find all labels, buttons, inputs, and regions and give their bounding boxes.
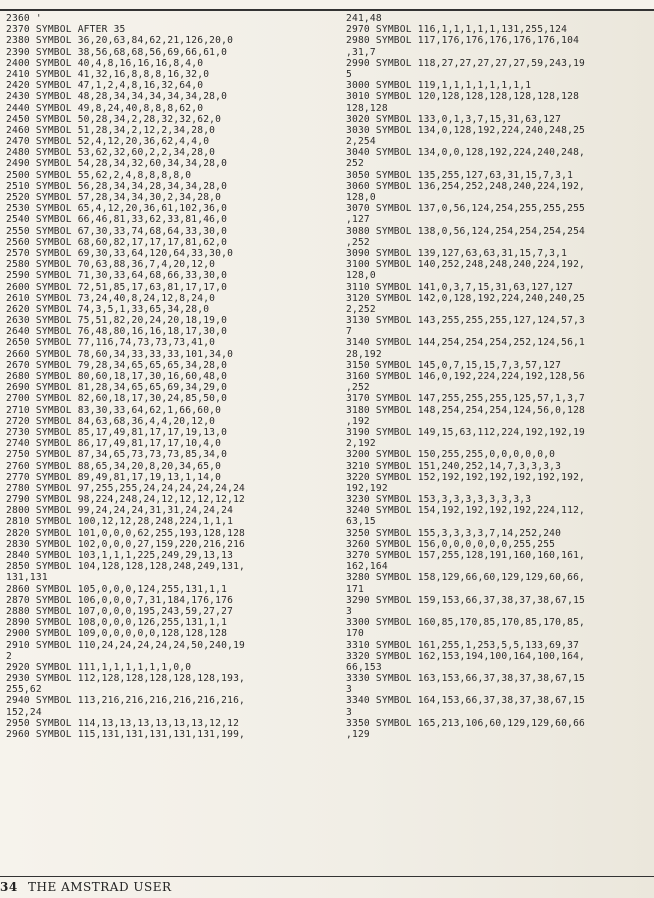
code-line: 2600 SYMBOL 72,51,85,17,63,81,17,17,0 [6, 281, 228, 293]
code-line: 2610 SYMBOL 73,24,40,8,24,12,8,24,0 [6, 292, 216, 304]
code-line: 2940 SYMBOL 113,216,216,216,216,216,216, [6, 695, 246, 707]
code-line: 2800 SYMBOL 99,24,24,24,31,31,24,24,24 [6, 505, 234, 517]
code-line: 2900 SYMBOL 109,0,0,0,0,0,128,128,128 [6, 628, 228, 640]
code-line: 2690 SYMBOL 81,28,34,65,65,69,34,29,0 [6, 382, 228, 394]
code-line: 3180 SYMBOL 148,254,254,254,124,56,0,128 [346, 404, 586, 416]
code-line: 2590 SYMBOL 71,30,33,64,68,66,33,30,0 [6, 270, 228, 282]
code-line: 2960 SYMBOL 115,131,131,131,131,131,199, [6, 729, 246, 740]
code-line: 2390 SYMBOL 38,56,68,68,56,69,66,61,0 [6, 46, 228, 58]
code-line: 2410 SYMBOL 41,32,16,8,8,8,16,32,0 [6, 68, 210, 80]
code-line: 2910 SYMBOL 110,24,24,24,24,24,50,240,19 [6, 639, 246, 651]
code-line: 3330 SYMBOL 163,153,66,37,38,37,38,67,15 [346, 673, 586, 685]
code-line: 2450 SYMBOL 50,28,34,2,28,32,32,62,0 [6, 113, 222, 125]
code-line: 2630 SYMBOL 75,51,82,20,24,20,18,19,0 [6, 315, 228, 327]
code-line: 2860 SYMBOL 105,0,0,0,124,255,131,1,1 [6, 583, 228, 595]
code-line: 3070 SYMBOL 137,0,56,124,254,255,255,255 [346, 203, 586, 215]
code-line: 2580 SYMBOL 70,63,88,36,7,4,20,12,0 [6, 259, 216, 271]
code-line: 5 [346, 68, 352, 80]
code-line: 2480 SYMBOL 53,62,32,60,2,2,34,28,0 [6, 147, 216, 159]
code-line: 131,131 [6, 572, 48, 584]
code-line: 2970 SYMBOL 116,1,1,1,1,1,131,255,124 [346, 24, 568, 36]
listing-column-left [6, 13, 334, 740]
code-line: ,129 [346, 729, 370, 740]
code-line: 3350 SYMBOL 165,213,106,60,129,129,60,66 [346, 717, 586, 729]
code-line: 2490 SYMBOL 54,28,34,32,60,34,34,28,0 [6, 158, 228, 170]
code-line: 2620 SYMBOL 74,3,5,1,33,65,34,28,0 [6, 303, 210, 315]
code-line: 2400 SYMBOL 40,4,8,16,16,16,8,4,0 [6, 57, 204, 69]
code-line: 2440 SYMBOL 49,8,24,40,8,8,8,62,0 [6, 102, 204, 114]
code-line: 3200 SYMBOL 150,255,255,0,0,0,0,0,0 [346, 449, 556, 461]
code-line: 3 [346, 684, 352, 696]
top-rule [0, 0, 654, 11]
code-line: 2380 SYMBOL 36,20,63,84,62,21,126,20,0 [6, 35, 234, 47]
code-line: 3 [346, 706, 352, 718]
code-line: 3340 SYMBOL 164,153,66,37,38,37,38,67,15 [346, 695, 586, 707]
code-line: 3030 SYMBOL 134,0,128,192,224,240,248,25 [346, 124, 586, 136]
code-line: ,192 [346, 415, 370, 427]
code-line: 3010 SYMBOL 120,128,128,128,128,128,128 [346, 91, 580, 103]
code-line: 2990 SYMBOL 118,27,27,27,27,27,59,243,19 [346, 57, 586, 69]
code-line: 2730 SYMBOL 85,17,49,81,17,17,19,13,0 [6, 426, 228, 438]
code-line: 3020 SYMBOL 133,0,1,3,7,15,31,63,127 [346, 113, 562, 125]
code-line: 63,15 [346, 516, 376, 528]
code-line: 7 [346, 326, 352, 338]
code-line: 3140 SYMBOL 144,254,254,254,252,124,56,1 [346, 337, 586, 349]
code-line: 2980 SYMBOL 117,176,176,176,176,176,104 [346, 35, 580, 47]
code-line: 192,192 [346, 482, 388, 494]
code-line: 2650 SYMBOL 77,116,74,73,73,73,41,0 [6, 337, 216, 349]
code-line: 2640 SYMBOL 76,48,80,16,16,18,17,30,0 [6, 326, 228, 338]
code-line: 3270 SYMBOL 157,255,128,191,160,160,161, [346, 550, 586, 561]
code-line: 2770 SYMBOL 89,49,81,17,19,13,1,14,0 [6, 471, 222, 483]
code-line: 2700 SYMBOL 82,60,18,17,30,24,85,50,0 [6, 393, 228, 405]
code-line: 2540 SYMBOL 66,46,81,33,62,33,81,46,0 [6, 214, 228, 226]
code-line: 3310 SYMBOL 161,255,1,253,5,5,133,69,37 [346, 639, 580, 651]
page-footer [0, 880, 172, 894]
code-line: 2870 SYMBOL 106,0,0,0,7,31,184,176,176 [6, 594, 234, 606]
footer-rule [0, 876, 654, 877]
code-line: 2710 SYMBOL 83,30,33,64,62,1,66,60,0 [6, 404, 222, 416]
code-line: 241,48 [346, 13, 382, 24]
code-line: 2850 SYMBOL 104,128,128,128,248,249,131, [6, 561, 246, 573]
code-line: ,252 [346, 382, 370, 394]
code-line: 2360 ' [6, 13, 42, 24]
code-line: 2810 SYMBOL 100,12,12,28,248,224,1,1,1 [6, 516, 234, 528]
code-line: 2510 SYMBOL 56,28,34,34,28,34,34,28,0 [6, 180, 228, 192]
code-line: 2560 SYMBOL 68,60,82,17,17,17,81,62,0 [6, 236, 228, 248]
code-line: 2840 SYMBOL 103,1,1,1,225,249,29,13,13 [6, 550, 234, 561]
code-line: 3060 SYMBOL 136,254,252,248,240,224,192, [346, 180, 586, 192]
code-line: 2920 SYMBOL 111,1,1,1,1,1,1,0,0 [6, 661, 192, 673]
code-line: 170 [346, 628, 364, 640]
code-line: 2890 SYMBOL 108,0,0,0,126,255,131,1,1 [6, 617, 228, 629]
code-line: 252 [346, 158, 364, 170]
code-line: 2,254 [346, 136, 376, 148]
code-line: 2420 SYMBOL 47,1,2,4,8,16,32,64,0 [6, 80, 204, 92]
code-line: 3240 SYMBOL 154,192,192,192,192,224,112, [346, 505, 586, 517]
code-line: ,252 [346, 236, 370, 248]
code-line: 3040 SYMBOL 134,0,0,128,192,224,240,248, [346, 147, 586, 159]
code-line: 2430 SYMBOL 48,28,34,34,34,34,34,28,0 [6, 91, 228, 103]
code-line: 3320 SYMBOL 162,153,194,100,164,100,164, [346, 650, 586, 662]
code-line: 2550 SYMBOL 67,30,33,74,68,64,33,30,0 [6, 225, 228, 237]
code-line: 2790 SYMBOL 98,224,248,24,12,12,12,12,12 [6, 494, 246, 506]
code-line: 2740 SYMBOL 86,17,49,81,17,17,10,4,0 [6, 438, 222, 450]
code-line: 2660 SYMBOL 78,60,34,33,33,33,101,34,0 [6, 348, 234, 360]
listing-column-right [346, 13, 652, 740]
page-number: 34 [0, 880, 18, 894]
code-line: 2520 SYMBOL 57,28,34,34,30,2,34,28,0 [6, 192, 222, 203]
code-line: 3210 SYMBOL 151,240,252,14,7,3,3,3,3 [346, 460, 562, 472]
code-line: 255,62 [6, 684, 42, 696]
code-line: 3160 SYMBOL 146,0,192,224,224,192,128,56 [346, 371, 586, 382]
code-line: 2950 SYMBOL 114,13,13,13,13,13,13,12,12 [6, 717, 240, 729]
code-line: 2780 SYMBOL 97,255,255,24,24,24,24,24,24 [6, 482, 246, 494]
code-line: 3050 SYMBOL 135,255,127,63,31,15,7,3,1 [346, 169, 574, 181]
code-line: 2500 SYMBOL 55,62,2,4,8,8,8,8,0 [6, 169, 192, 181]
code-line: 2,192 [346, 438, 376, 450]
code-line: 66,153 [346, 661, 382, 673]
code-line: 2460 SYMBOL 51,28,34,2,12,2,34,28,0 [6, 124, 216, 136]
code-line: 3260 SYMBOL 156,0,0,0,0,0,0,255,255 [346, 538, 556, 550]
code-line: 2470 SYMBOL 52,4,12,20,36,62,4,4,0 [6, 136, 210, 148]
code-line: 3290 SYMBOL 159,153,66,37,38,37,38,67,15 [346, 594, 586, 606]
code-line: 28,192 [346, 348, 382, 360]
code-line: 152,24 [6, 706, 42, 718]
code-line: 2670 SYMBOL 79,28,34,65,65,65,34,28,0 [6, 359, 228, 371]
code-line: 3110 SYMBOL 141,0,3,7,15,31,63,127,127 [346, 281, 574, 293]
code-line: 3000 SYMBOL 119,1,1,1,1,1,1,1,1 [346, 80, 532, 92]
code-line: 3280 SYMBOL 158,129,66,60,129,129,60,66, [346, 572, 586, 584]
code-line: 2830 SYMBOL 102,0,0,0,27,159,220,216,216 [6, 538, 246, 550]
code-line: 3080 SYMBOL 138,0,56,124,254,254,254,254 [346, 225, 586, 237]
code-line: 2760 SYMBOL 88,65,34,20,8,20,34,65,0 [6, 460, 222, 472]
code-line: ,127 [346, 214, 370, 226]
code-line: 3250 SYMBOL 155,3,3,3,3,7,14,252,240 [346, 527, 562, 539]
code-line: 3170 SYMBOL 147,255,255,255,125,57,1,3,7 [346, 393, 586, 405]
magazine-title: THE AMSTRAD USER [28, 880, 172, 894]
code-line: 2930 SYMBOL 112,128,128,128,128,128,193, [6, 673, 246, 685]
code-line: 2750 SYMBOL 87,34,65,73,73,73,85,34,0 [6, 449, 228, 461]
code-line: 128,128 [346, 102, 388, 114]
code-line: 3130 SYMBOL 143,255,255,255,127,124,57,3 [346, 315, 586, 327]
code-line: 3190 SYMBOL 149,15,63,112,224,192,192,19 [346, 426, 586, 438]
code-line: 3120 SYMBOL 142,0,128,192,224,240,240,25 [346, 292, 586, 304]
code-line: ,31,7 [346, 46, 376, 58]
code-line: 171 [346, 583, 364, 595]
code-line: 2570 SYMBOL 69,30,33,64,120,64,33,30,0 [6, 247, 234, 259]
code-line: 3300 SYMBOL 160,85,170,85,170,85,170,85, [346, 617, 586, 629]
code-line: 3220 SYMBOL 152,192,192,192,192,192,192, [346, 471, 586, 483]
code-line: 2680 SYMBOL 80,60,18,17,30,16,60,48,0 [6, 371, 228, 382]
code-line: 128,0 [346, 270, 376, 282]
code-line: 2 [6, 650, 12, 662]
code-line: 128,0 [346, 192, 376, 203]
code-line: 3100 SYMBOL 140,252,248,248,240,224,192, [346, 259, 586, 271]
code-line: 162,164 [346, 561, 388, 573]
code-line: 2,252 [346, 303, 376, 315]
code-line: 3230 SYMBOL 153,3,3,3,3,3,3,3,3 [346, 494, 532, 506]
code-line: 3090 SYMBOL 139,127,63,63,31,15,7,3,1 [346, 247, 568, 259]
code-line: 2370 SYMBOL AFTER 35 [6, 24, 126, 36]
code-line: 2880 SYMBOL 107,0,0,0,195,243,59,27,27 [6, 605, 234, 617]
code-line: 2820 SYMBOL 101,0,0,0,62,255,193,128,128 [6, 527, 246, 539]
code-line: 2720 SYMBOL 84,63,68,36,4,4,20,12,0 [6, 415, 216, 427]
code-line: 3 [346, 605, 352, 617]
code-line: 3150 SYMBOL 145,0,7,15,15,7,3,57,127 [346, 359, 562, 371]
code-line: 2530 SYMBOL 65,4,12,20,36,61,102,36,0 [6, 203, 228, 215]
